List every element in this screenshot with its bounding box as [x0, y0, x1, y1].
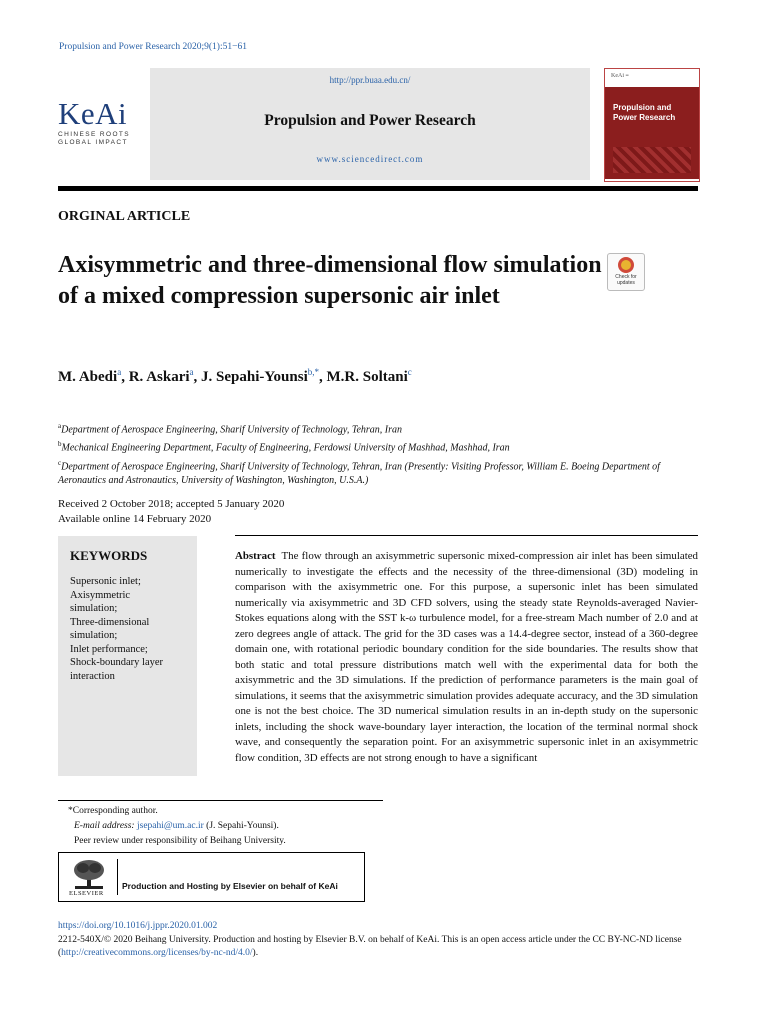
hosting-statement: Production and Hosting by Elsevier on behalf of KeAi	[122, 881, 338, 891]
abstract-label: Abstract	[235, 550, 276, 562]
license-statement	[58, 934, 708, 959]
affiliation-marker: a	[58, 422, 62, 430]
elsevier-divider	[117, 859, 118, 895]
author-name: M.R. Soltani	[326, 369, 408, 385]
crossmark-label: Check for updates	[615, 274, 637, 286]
email-note	[74, 820, 279, 833]
cover-header: KeAi ≡	[605, 69, 699, 87]
keyword-item: interaction	[70, 670, 115, 682]
available-date: Available online 14 February 2020	[58, 513, 212, 525]
affiliation-line	[58, 419, 698, 437]
author-name: M. Abedi	[58, 369, 118, 385]
received-date: Received 2 October 2018; accepted 5 January 2020	[58, 498, 285, 510]
keywords-box	[58, 536, 197, 776]
keyword-item: simulation;	[70, 630, 118, 641]
email-owner: (J. Sepahi-Younsi).	[206, 821, 279, 831]
license-text: 2212-540X/© 2020 Beihang University. Production and hosting by Elsevier B.V. on behalf of KeAi. This is an open access article under the CC BY-NC-ND license (	[58, 935, 682, 958]
article-title: Axisymmetric and three-dimensional flow simulation of a mixed compression supersonic air inlet	[58, 252, 602, 309]
author-separator: ,	[319, 369, 327, 385]
affiliation-text: Department of Aerospace Engineering, Sharif University of Technology, Tehran, Iran	[61, 424, 403, 436]
author-affiliation-marker[interactable]: a	[189, 367, 194, 377]
logo-tagline-line2: GLOBAL IMPACT	[58, 139, 128, 146]
affiliation-marker: c	[58, 458, 62, 467]
author-affiliation-marker[interactable]: c	[407, 367, 412, 377]
keyword-item: Three-dimensional	[70, 616, 150, 628]
sciencedirect-link[interactable]: www.sciencedirect.com	[316, 154, 424, 164]
logo-tagline	[58, 131, 140, 147]
affiliation-text: Department of Aerospace Engineering, Sharif University of Technology, Tehran, Iran (Presently: Visiting Professor, William E. Boeing Department of Aeronautics and Astronautics, University of Washington, Washington, U.S.A.)	[58, 460, 660, 486]
crossmark-icon	[618, 257, 634, 273]
affiliation-text: Mechanical Engineering Department, Faculty of Engineering, Ferdowsi University of Mashhad, Mashhad, Iran	[61, 442, 510, 454]
logo-tagline-line1: CHINESE ROOTS	[58, 131, 131, 138]
elsevier-name: ELSEVIER	[69, 890, 104, 897]
affiliations	[58, 419, 698, 488]
journal-url-link[interactable]: http://ppr.buaa.edu.cn/	[329, 75, 411, 85]
elsevier-tree-icon	[69, 858, 109, 890]
abstract	[235, 549, 698, 766]
email-label: E-mail address:	[74, 821, 135, 831]
keyword-item: Axisymmetric	[70, 589, 131, 601]
cover-body	[605, 87, 699, 179]
license-link[interactable]: http://creativecommons.org/licenses/by-nc-nd/4.0/	[61, 947, 253, 958]
keyword-item: Shock-boundary layer	[70, 657, 164, 668]
affiliation-marker: b	[58, 440, 62, 449]
check-for-updates-badge[interactable]	[607, 253, 645, 291]
author-separator: ,	[193, 369, 202, 385]
author-affiliation-marker[interactable]: a	[117, 367, 122, 377]
doi-link[interactable]: https://doi.org/10.1016/j.jppr.2020.01.002	[58, 921, 218, 931]
keywords-heading: KEYWORDS	[70, 548, 148, 563]
keai-logo	[58, 96, 140, 147]
article-dates	[58, 497, 284, 527]
keyword-item: Supersonic inlet;	[70, 576, 141, 587]
author-separator: ,	[121, 369, 129, 385]
keywords-list	[70, 575, 185, 683]
journal-title: Propulsion and Power Research	[264, 112, 476, 129]
author-list	[58, 367, 412, 386]
affiliation-line	[58, 456, 698, 488]
license-text-end: ).	[252, 947, 259, 958]
journal-reference-link[interactable]: Propulsion and Power Research 2020;9(1):51−61	[59, 42, 247, 52]
keyword-item: simulation;	[70, 603, 118, 614]
peer-review-note: Peer review under responsibility of Beihang University.	[74, 836, 286, 846]
affiliation-line	[58, 437, 698, 455]
author-name: J. Sepahi-Younsi	[201, 369, 308, 385]
journal-banner	[150, 68, 590, 180]
email-link[interactable]: jsepahi@um.ac.ir	[136, 821, 204, 831]
logo-word: KeAi	[58, 96, 128, 131]
article-type: ORGINAL ARTICLE	[58, 209, 191, 224]
keyword-item: Inlet performance;	[70, 643, 148, 655]
author-affiliation-marker[interactable]: b,*	[307, 367, 319, 377]
abstract-text: The flow through an axisymmetric supersonic mixed-compression air inlet has been simulated numerically to investigate the effects and the necessity of the three-dimensional (3D) modeling in comparison with the axisymmetric one. For this purpose, a supersonic inlet has been simulated numerically via axisymmetric and 3D CFD solvers, using the steady state Reynolds-averaged Navier-Stokes equations along with the SST k-ω turbulence model, for a free-stream Mach number of 2.0 and at zero degrees angle of attack. The grid for the 3D cases was a 14.4-degree sector, instead of a 360-degree domain one, with rotational periodic boundary condition for the side boundaries. The results show that both static and total pressure distributions match well with the experimental data for both the axisymmetric and the 3D simulations. If the prediction of performance parameters is the main goal of simulations, it seems that the axisymmetric simulation provides adequate accuracy, and the 3D simulation one is not the best choice. The 3D numerical simulation results in an in-depth study on the supersonic inlets, including the shock wave-boundary layer interaction, the location of the terminal normal shock wave, and consequently the separation point. For an axisymmetric supersonic inlet in an axisymmetric flow condition, 3D effects are not strong enough to have a significant	[235, 550, 698, 764]
author-name: R. Askari	[128, 369, 190, 385]
cover-artwork	[613, 147, 691, 173]
header-rule	[58, 186, 698, 191]
cover-title: Propulsion and Power Research	[613, 103, 676, 122]
journal-cover-image	[604, 68, 700, 182]
corresponding-author-note: *Corresponding author.	[68, 806, 158, 816]
elsevier-hosting-box	[58, 852, 365, 902]
footnote-rule	[58, 800, 383, 801]
abstract-rule	[235, 535, 698, 536]
